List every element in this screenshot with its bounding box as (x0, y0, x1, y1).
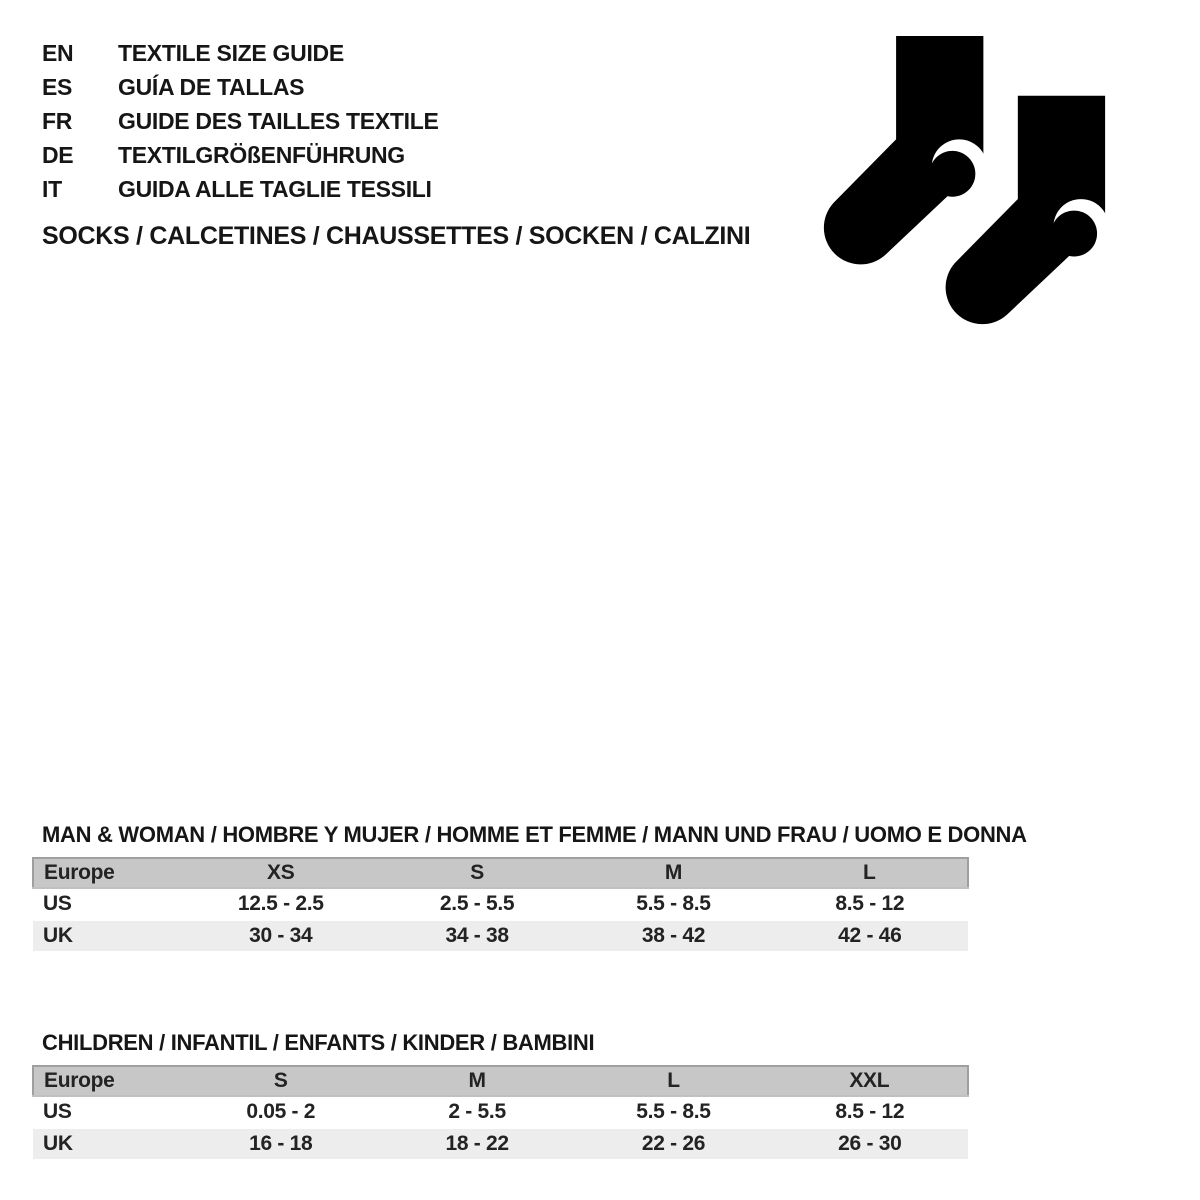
size-section-children (32, 1030, 969, 1161)
language-code: EN (42, 39, 74, 66)
column-header-size: S (183, 1066, 379, 1096)
language-label: GUIDA ALLE TAGLIE TESSILI (118, 175, 432, 202)
size-table-man-woman (32, 857, 969, 953)
column-header-size: M (379, 1066, 575, 1096)
category-heading: SOCKS / CALCETINES / CHAUSSETTES / SOCKEN / CALZINI (42, 222, 751, 250)
size-value: 18 - 22 (379, 1128, 575, 1160)
table-row-uk (33, 1128, 968, 1160)
column-header-europe: Europe (33, 1066, 183, 1096)
size-value: 2 - 5.5 (379, 1096, 575, 1128)
section-title: MAN & WOMAN / HOMBRE Y MUJER / HOMME ET FEMME / MANN UND FRAU / UOMO E DONNA (42, 822, 1027, 847)
language-code: ES (42, 73, 73, 100)
size-value: 0.05 - 2 (183, 1096, 379, 1128)
list-item (42, 172, 439, 206)
section-title: CHILDREN / INFANTIL / ENFANTS / KINDER / BAMBINI (42, 1030, 595, 1055)
column-header-size: L (772, 858, 968, 888)
column-header-europe: Europe (33, 858, 183, 888)
column-header-size: XS (183, 858, 379, 888)
sock-left (824, 36, 987, 264)
size-value: 5.5 - 8.5 (575, 888, 771, 920)
language-label: GUIDE DES TAILLES TEXTILE (118, 107, 439, 134)
size-value: 22 - 26 (575, 1128, 771, 1160)
table-row-us (33, 888, 968, 920)
language-label: TEXTILGRÖßENFÜHRUNG (118, 141, 405, 168)
list-item (42, 138, 439, 172)
language-label: TEXTILE SIZE GUIDE (118, 39, 344, 66)
size-value: 8.5 - 12 (772, 1096, 968, 1128)
size-value: 16 - 18 (183, 1128, 379, 1160)
region-label: US (33, 888, 183, 920)
column-header-size: XXL (772, 1066, 968, 1096)
region-label: UK (33, 920, 183, 952)
size-value: 42 - 46 (772, 920, 968, 952)
column-header-size: M (575, 858, 771, 888)
language-label: GUÍA DE TALLAS (118, 73, 305, 100)
region-label: UK (33, 1128, 183, 1160)
size-value: 12.5 - 2.5 (183, 888, 379, 920)
socks-icon (818, 36, 1112, 330)
language-guide-list (42, 36, 439, 206)
list-item (42, 104, 439, 138)
size-value: 5.5 - 8.5 (575, 1096, 771, 1128)
size-value: 2.5 - 5.5 (379, 888, 575, 920)
size-section-man-woman (32, 822, 1027, 953)
table-row-us (33, 1096, 968, 1128)
column-header-size: S (379, 858, 575, 888)
language-code: IT (42, 175, 62, 202)
list-item (42, 70, 439, 104)
size-value: 34 - 38 (379, 920, 575, 952)
size-value: 8.5 - 12 (772, 888, 968, 920)
table-header-row (33, 1066, 968, 1096)
size-table-children (32, 1065, 969, 1161)
size-value: 30 - 34 (183, 920, 379, 952)
size-value: 26 - 30 (772, 1128, 968, 1160)
column-header-size: L (575, 1066, 771, 1096)
size-value: 38 - 42 (575, 920, 771, 952)
list-item (42, 36, 439, 70)
language-code: FR (42, 107, 73, 134)
language-code: DE (42, 141, 74, 168)
table-header-row (33, 858, 968, 888)
table-row-uk (33, 920, 968, 952)
region-label: US (33, 1096, 183, 1128)
